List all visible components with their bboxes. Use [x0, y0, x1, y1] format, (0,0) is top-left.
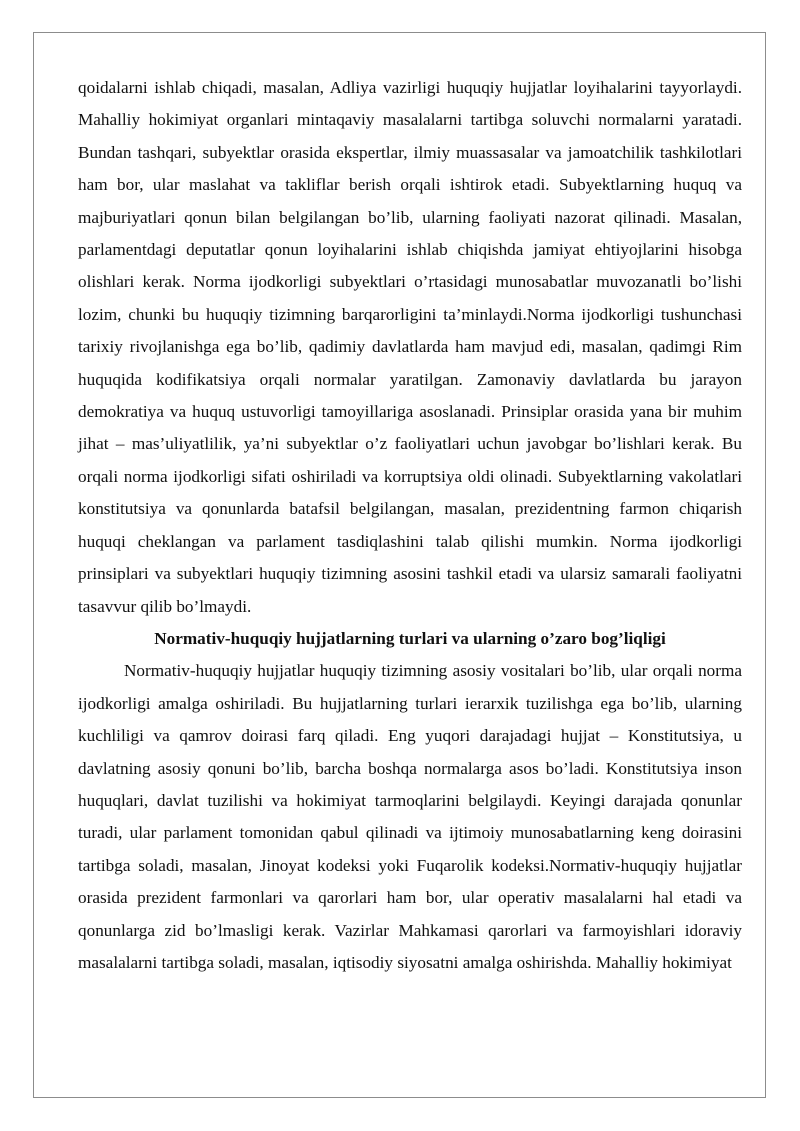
document-body [78, 72, 742, 979]
section-heading: Normativ-huquqiy hujjatlarning turlari va ularning o’zaro bog’liqligi [154, 628, 666, 648]
body-paragraph: qoidalarni ishlab chiqadi, masalan, Adliya vazirligi huquqiy hujjatlar loyihalarini tayyorlaydi. Mahalliy hokimiyat organlari mintaqaviy masalalarni tartibga soluvchi normalarni yaratadi. Bundan tashqari, subyektlar orasida ekspertlar, ilmiy muassasalar va jamoatchilik tashkilotlari ham bor, ular maslahat va takliflar berish orqali ishtirok etadi. Subyektlarning huquq va majburiyatlari qonun bilan belgilangan bo’lib, ularning faoliyati nazorat qilinadi. Masalan, parlamentdagi deputatlar qonun loyihalarini ishlab chiqishda jamiyat ehtiyojlarini hisobga olishlari kerak. Norma ijodkorligi subyektlari o’rtasidagi munosabatlar muvozanatli bo’lishi lozim, chunki bu huquqiy tizimning barqarorligini ta’minlaydi.Norma ijodkorligi tushunchasi tarixiy rivojlanishga ega bo’lib, qadimiy davlatlarda ham mavjud edi, masalan, qadimgi Rim huquqida kodifikatsiya orqali normalar yaratilgan. Zamonaviy davlatlarda bu jarayon demokratiya va huquq ustuvorligi tamoyillariga asoslanadi. Prinsiplar orasida yana bir muhim jihat – mas’uliyatlilik, ya’ni subyektlar o’z faoliyatlari uchun javobgar bo’lishlari kerak. Bu orqali norma ijodkorligi sifati oshiriladi va korruptsiya oldi olinadi. Subyektlarning vakolatlari konstitutsiya va qonunlarda batafsil belgilangan, masalan, prezidentning farmon chiqarish huquqi cheklangan va parlament tasdiqlashini talab qilishi mumkin. Norma ijodkorligi prinsiplari va subyektlari huquqiy tizimning asosini tashkil etadi va ularsiz samarali faoliyatni tasavvur qilib bo’lmaydi. [78, 78, 742, 616]
body-paragraph: Normativ-huquqiy hujjatlar huquqiy tizimning asosiy vositalari bo’lib, ular orqali norma ijodkorligi amalga oshiriladi. Bu hujjatlarning turlari ierarxik tuzilishga ega bo’lib, ularning kuchliligi va qamrov doirasi farq qiladi. Eng yuqori darajadagi hujjat – Konstitutsiya, u davlatning asosiy qonuni bo’lib, barcha boshqa normalarga asos bo’ladi. Konstitutsiya inson huquqlari, davlat tuzilishi va hokimiyat tarmoqlarini belgilaydi. Keyingi darajada qonunlar turadi, ular parlament tomonidan qabul qilinadi va ijtimoiy munosabatlarning keng doirasini tartibga soladi, masalan, Jinoyat kodeksi yoki Fuqarolik kodeksi.Normativ-huquqiy hujjatlar orasida prezident farmonlari va qarorlari ham bor, ular operativ masalalarni hal etadi va qonunlarga zid bo’lmasligi kerak. Vazirlar Mahkamasi qarorlari va farmoyishlari idoraviy masalalarni tartibga soladi, masalan, iqtisodiy siyosatni amalga oshirishda. Mahalliy hokimiyat [78, 661, 742, 972]
